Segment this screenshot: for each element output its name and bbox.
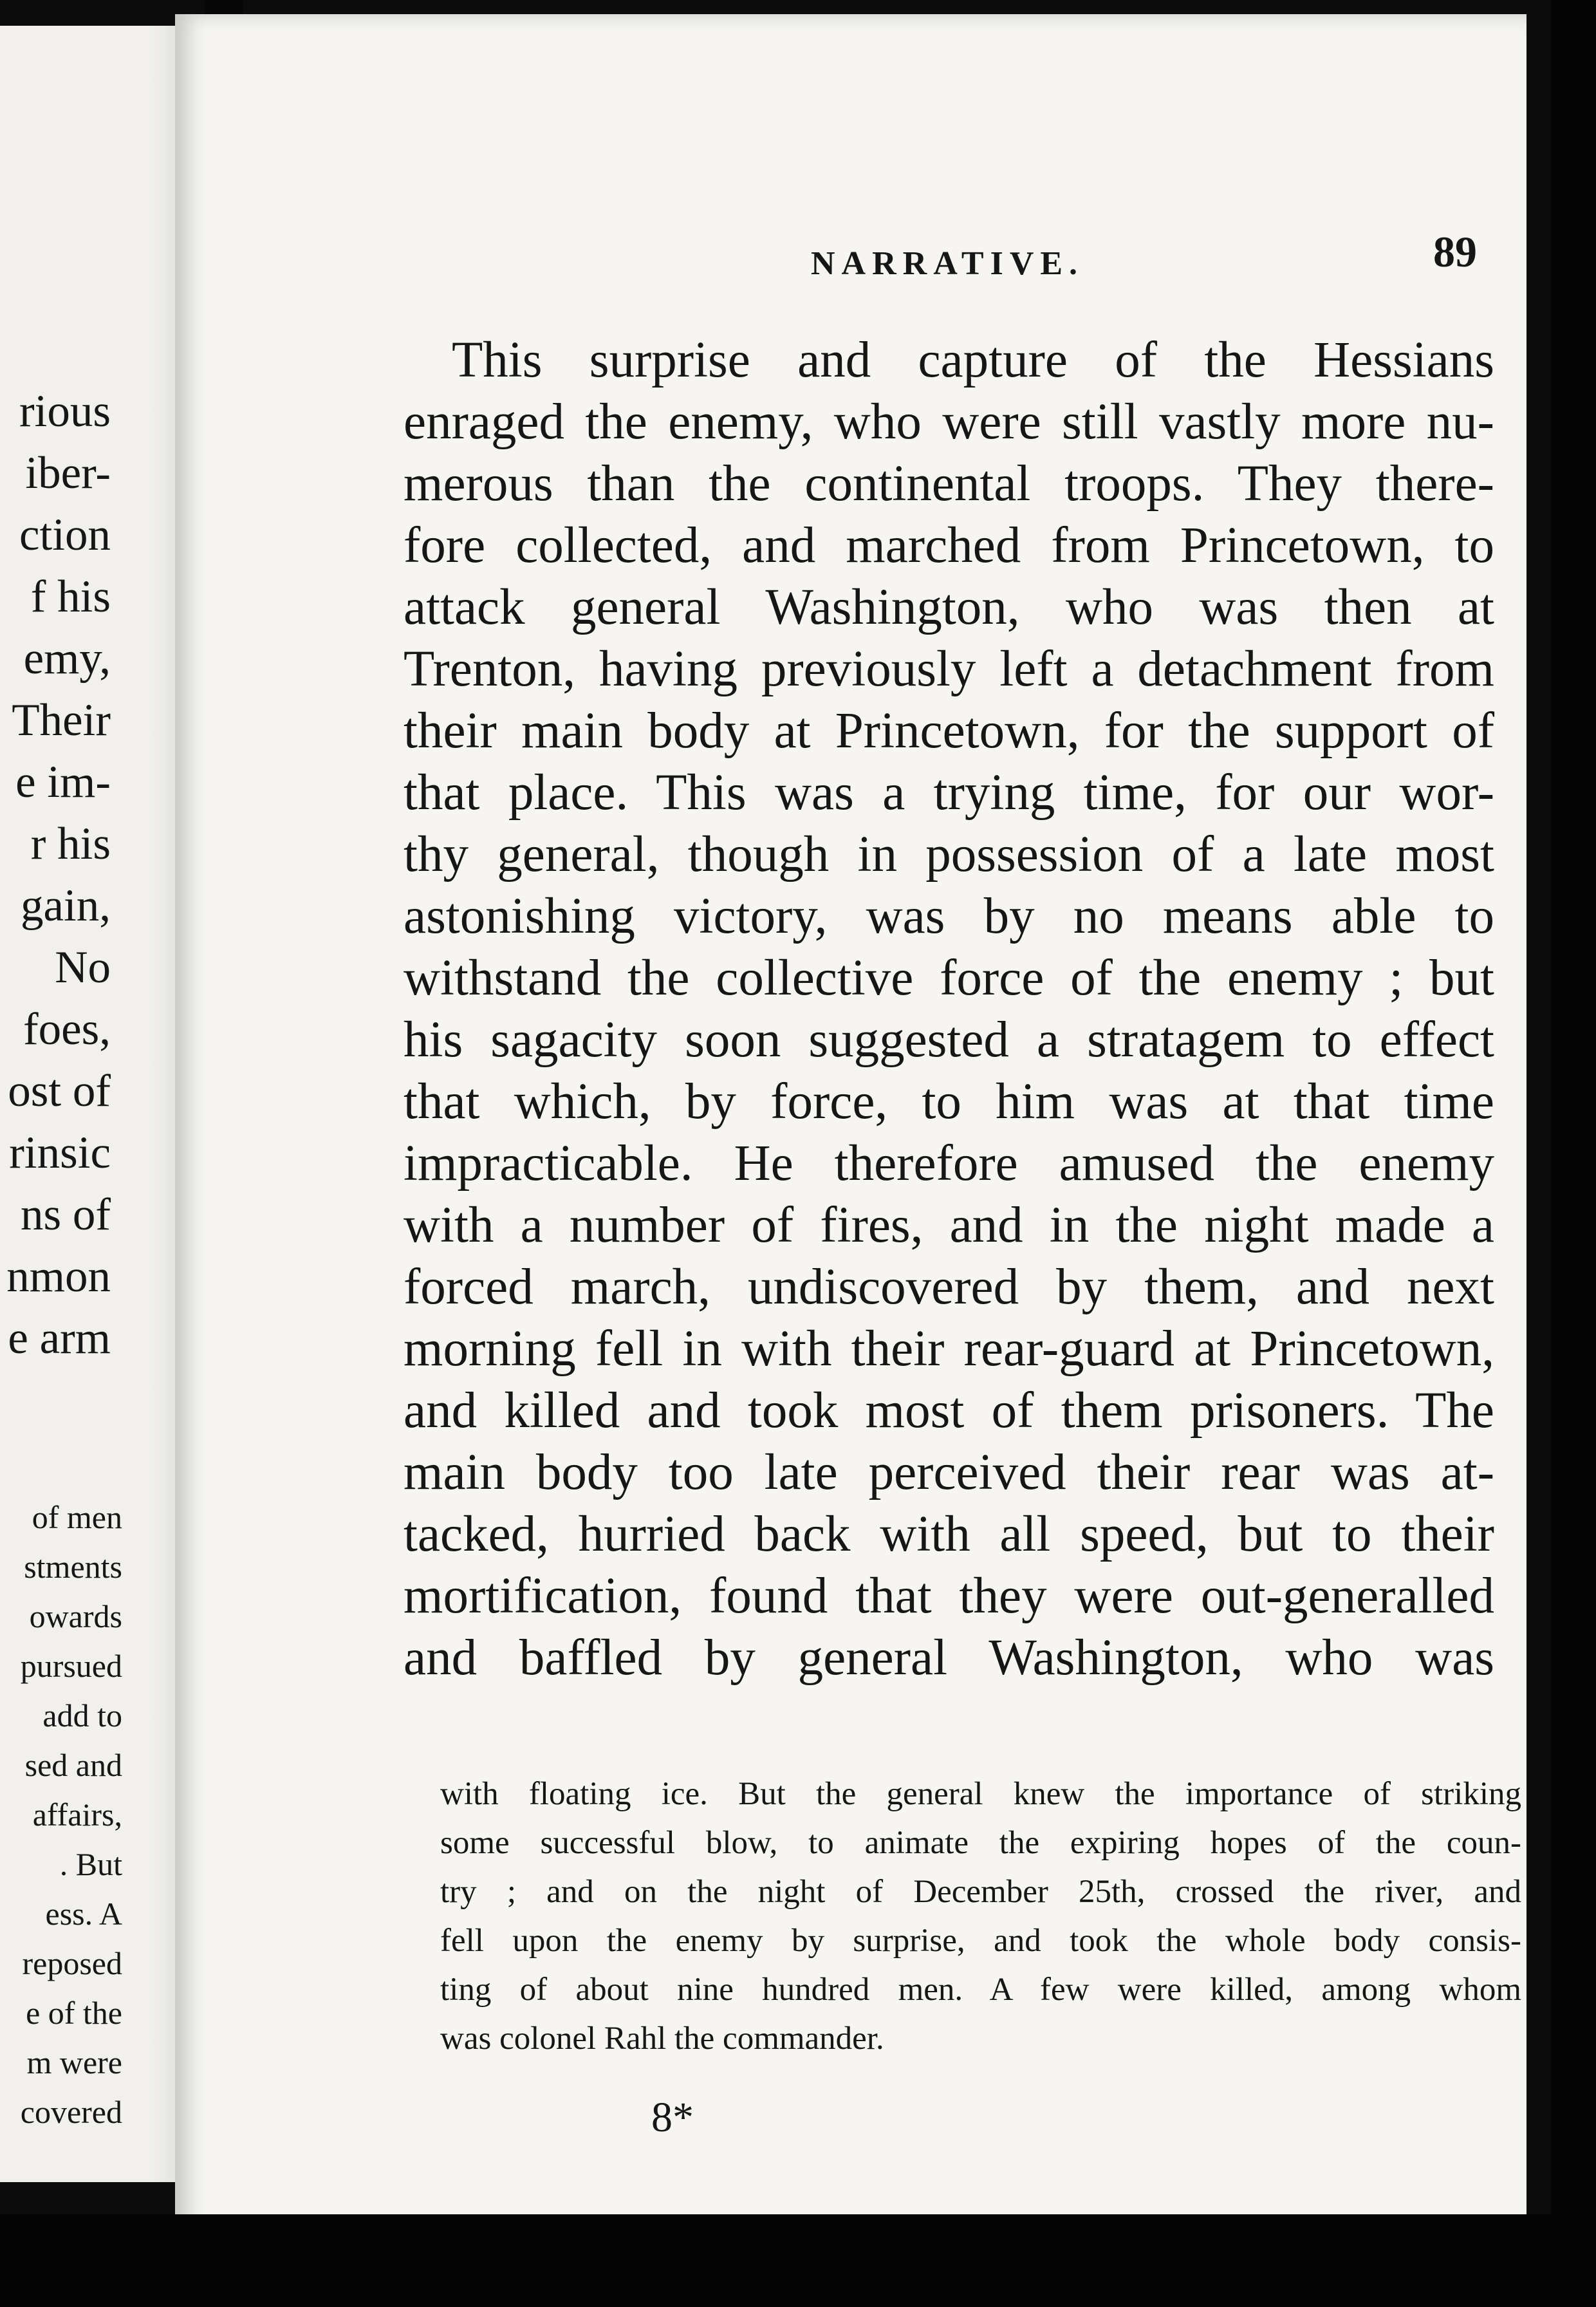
facing-page-text-line: f his [30,572,111,622]
body-text-line: forced march, undiscovered by them, and next [404,1259,1494,1315]
scan-border-bottom [0,2214,1596,2307]
facing-page-note-line: reposed [22,1945,122,1981]
body-text-line: Trenton, having previously left a detachment from [404,641,1494,697]
facing-page-note-line: affairs, [32,1797,122,1833]
facing-page-note-line: owards [29,1598,122,1634]
body-text-line: and killed and took most of them prisoners. The [404,1383,1494,1439]
body-text-line: mortification, found that they were out-generalled [404,1568,1494,1624]
body-text-line: and baffled by general Washington, who was [404,1630,1494,1686]
facing-page-text-line: ns of [20,1190,111,1240]
body-text-line: their main body at Princetown, for the support of [404,703,1494,759]
facing-page-note-line: ess. A [45,1896,122,1932]
body-text-line: that place. This was a trying time, for our wor- [404,765,1494,821]
body-text-line: astonishing victory, was by no means able to [404,888,1494,944]
body-text-line: tacked, hurried back with all speed, but to their [404,1506,1494,1562]
facing-page-note-line: m were [26,2044,122,2080]
book-page [175,14,1526,2248]
body-text-line: his sagacity soon suggested a stratagem to effect [404,1012,1494,1068]
facing-page-note-line: e of the [26,1995,122,2031]
facing-page-text-line: e im- [15,757,111,807]
facing-page-text-line: foes, [23,1004,111,1054]
footnote-line: was colonel Rahl the commander. [440,2021,884,2057]
footnote-line: try ; and on the night of December 25th, crossed the river, and [440,1874,1521,1910]
body-text-line: attack general Washington, who was then at [404,579,1494,635]
scan-border-right [1551,0,1596,2307]
facing-page-text-line: e arm [8,1313,111,1363]
body-text-line: that which, by force, to him was at that time [404,1074,1494,1130]
facing-page-text-line: gain, [21,881,111,931]
page-number: 89 [1433,227,1477,276]
body-text-line: withstand the collective force of the enemy ; but [404,950,1494,1006]
facing-page-text-line: Their [12,695,111,745]
facing-page-note-line: add to [42,1697,122,1733]
body-text-line: morning fell in with their rear-guard at Princetown, [404,1321,1494,1377]
facing-page-text-line: nmon [6,1251,111,1302]
body-text-line: with a number of fires, and in the night made a [404,1197,1494,1253]
facing-page-text-line: ost of [8,1066,111,1116]
facing-page-note-line: stments [24,1549,122,1585]
facing-page-fragment [0,26,205,2182]
footnote-line: some successful blow, to animate the expiring hopes of the coun- [440,1825,1521,1861]
facing-page-text-line: r his [30,819,111,869]
facing-page-text-line: ction [19,510,111,560]
body-text-line: merous than the continental troops. They there- [404,456,1494,512]
running-head: NARRATIVE. [811,245,1084,282]
body-text-line: thy general, though in possession of a late most [404,827,1494,883]
footnote-line: with floating ice. But the general knew the importance of striking [440,1776,1521,1812]
facing-page-text-line: rinsic [9,1128,111,1178]
facing-page-text-line: No [55,942,111,993]
facing-page-note-line: sed and [24,1747,122,1783]
footnote-line: ting of about nine hundred men. A few were killed, among whom [440,1972,1521,2008]
facing-page-note-line: pursued [20,1648,122,1684]
body-text-line: impracticable. He therefore amused the enemy [404,1135,1494,1191]
body-text-line: fore collected, and marched from Princetown, to [404,518,1494,574]
body-text-line: main body too late perceived their rear was at- [404,1444,1494,1500]
facing-page-note-line: of men [32,1499,122,1535]
signature-mark: 8* [651,2094,694,2141]
body-text-line: This surprise and capture of the Hessians [452,332,1494,388]
footnote-line: fell upon the enemy by surprise, and took the whole body consis- [440,1923,1521,1959]
facing-page-text-line: rious [19,386,111,436]
facing-page-note-line: covered [20,2094,122,2130]
facing-page-text-line: iber- [25,448,111,498]
facing-page-text-line: emy, [23,633,111,684]
body-text-line: enraged the enemy, who were still vastly more nu- [404,394,1494,450]
facing-page-note-line: . But [59,1846,122,1882]
